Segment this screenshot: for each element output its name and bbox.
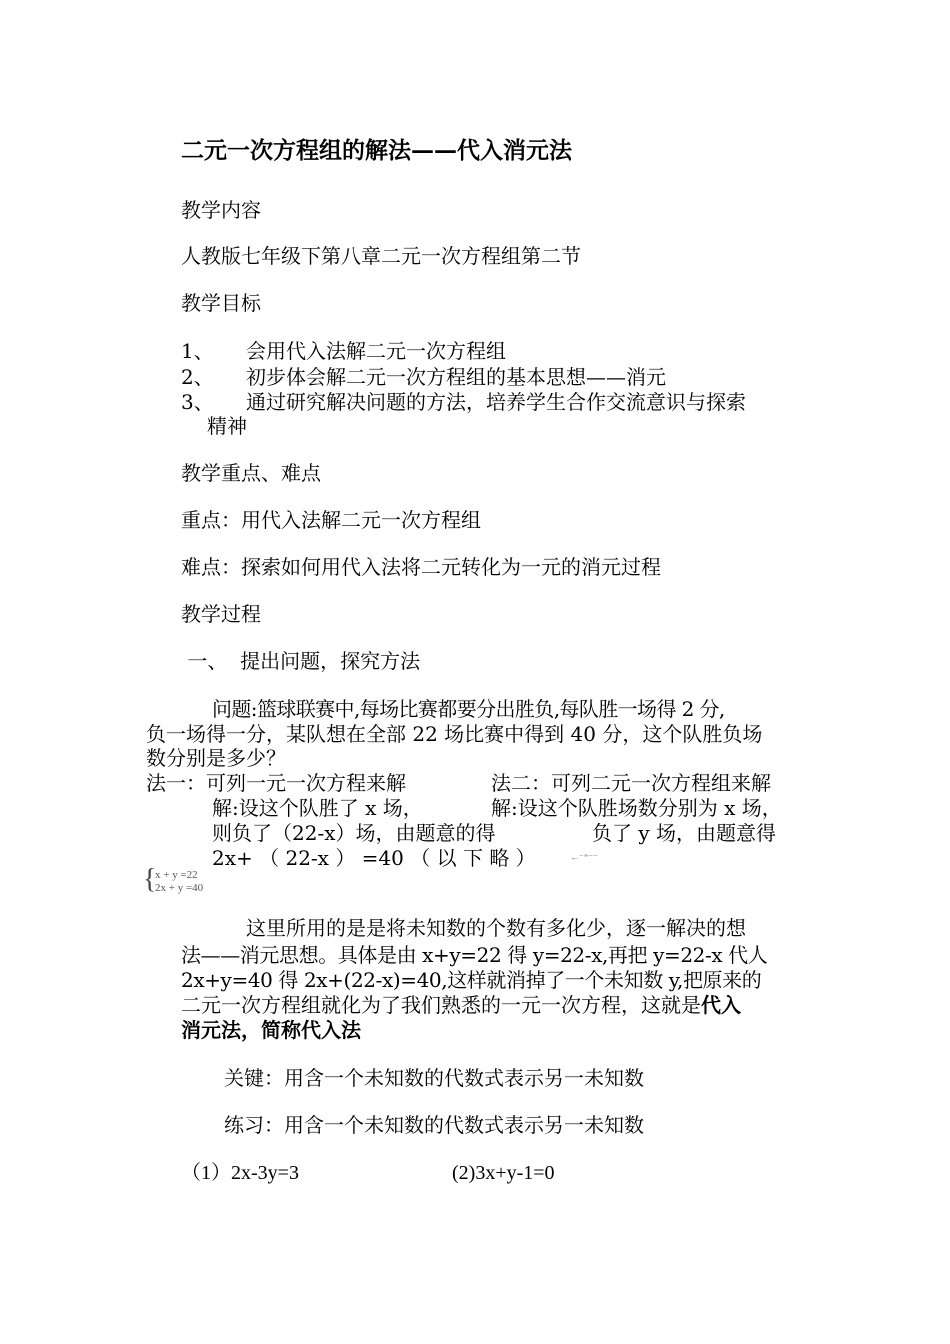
- method-one-heading: 法一：可列一元一次方程来解: [146, 771, 406, 795]
- method-two-line: 负了 y 场，由题意得: [592, 821, 777, 845]
- method-one-line: 则负了（22-x）场，由题意的得: [212, 821, 496, 845]
- method-one-line: 解:设这个队胜了 x 场，: [212, 796, 423, 820]
- goal-text: 会用代入法解二元一次方程组: [246, 339, 506, 363]
- explanation-line: 法——消元思想。具体是由 x+y=22 得 y=22-x,再把 y=22-x 代人: [181, 943, 768, 967]
- goal-number: 2、: [181, 365, 214, 389]
- problem-line: 问题:篮球联赛中,每场比赛都要分出胜负,每队胜一场得 2 分,: [212, 697, 725, 721]
- goal-text: 初步体会解二元一次方程组的基本思想——消元: [246, 365, 666, 389]
- method-two-heading: 法二：可列二元一次方程组来解: [491, 771, 771, 795]
- system-equation: 2x + y =40: [155, 882, 204, 894]
- process-heading: 教学过程: [181, 602, 261, 626]
- explanation-line: 2x+y=40 得 2x+(22-x)=40,这样就消掉了一个未知数 y,把原来的: [181, 968, 762, 992]
- left-brace-icon: {: [143, 864, 157, 895]
- method-two-line: 解:设这个队胜场数分别为 x 场，: [491, 796, 782, 820]
- step-heading: 一、 提出问题，探究方法: [181, 649, 421, 673]
- exercise-item: （1）2x-3y=3: [181, 1162, 299, 1184]
- explanation-line: [181, 994, 741, 1017]
- keypoint-text: 重点：用代入法解二元一次方程组: [181, 508, 481, 532]
- keypoints-heading: 教学重点、难点: [181, 461, 321, 485]
- problem-line: 数分别是多少？: [146, 746, 286, 770]
- goals-heading: 教学目标: [181, 291, 261, 315]
- key-point: 关键：用含一个未知数的代数式表示另一未知数: [224, 1066, 644, 1090]
- system-equation: x + y =22: [155, 869, 198, 881]
- goal-text: 通过研究解决问题的方法，培养学生合作交流意识与探索: [246, 390, 746, 414]
- exercise-item: (2)3x+y-1=0: [452, 1162, 555, 1184]
- exercise-heading: 练习：用含一个未知数的代数式表示另一未知数: [224, 1113, 644, 1137]
- arrow-mark-icon: ←⁻⁼⁻⁻: [570, 852, 599, 862]
- term-highlight: 代入: [701, 993, 741, 1017]
- page-title: 二元一次方程组的解法——代入消元法: [181, 137, 572, 164]
- method-one-equation: 2x+ （ 22-x ） =40 （ 以 下 略 ）: [212, 846, 536, 870]
- content-heading: 教学内容: [181, 198, 261, 222]
- equation-system: [143, 864, 268, 896]
- problem-line: 负一场得一分，某队想在全部 22 场比赛中得到 40 分，这个队胜负场: [146, 722, 763, 746]
- goal-number: 3、: [181, 390, 214, 414]
- goal-text-continued: 精神: [207, 414, 247, 438]
- explanation-text: 二元一次方程组就化为了我们熟悉的一元一次方程，这就是: [181, 993, 701, 1017]
- content-text: 人教版七年级下第八章二元一次方程组第二节: [181, 244, 581, 268]
- explanation-line: 这里所用的是是将未知数的个数有多化少，逐一解决的想: [246, 916, 746, 940]
- term-highlight: 消元法，简称代入法: [181, 1018, 361, 1042]
- goal-number: 1、: [181, 339, 214, 363]
- difficulty-text: 难点：探索如何用代入法将二元转化为一元的消元过程: [181, 555, 661, 579]
